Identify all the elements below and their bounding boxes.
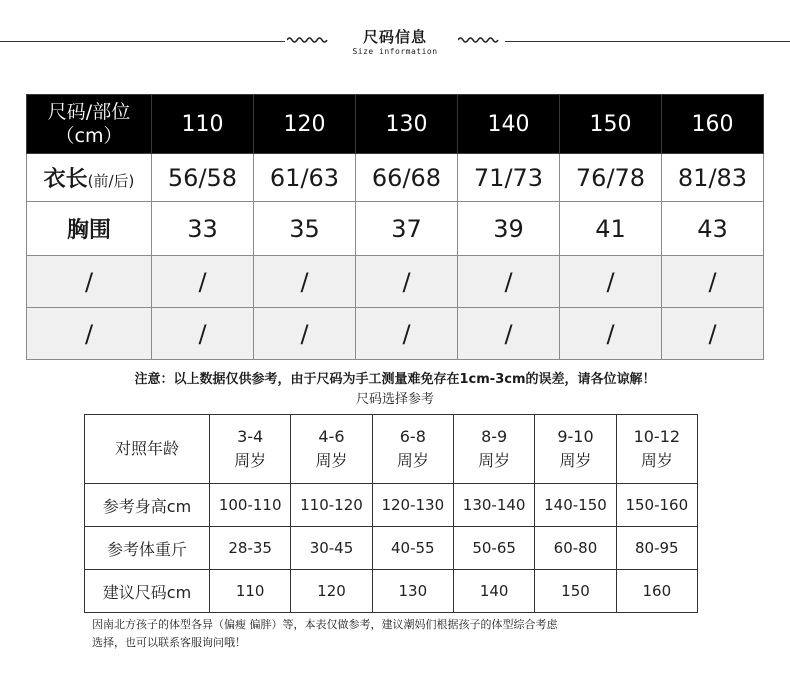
table-row (27, 256, 764, 308)
table-cell: / (152, 308, 254, 360)
table-cell: 40-55 (372, 527, 453, 570)
footnote-line2: 选择，也可以联系客服询问哦！ (92, 636, 246, 649)
age-range: 6-8 (399, 427, 426, 446)
age-header-cell (291, 415, 372, 484)
footnote-line1: 因南北方孩子的体型各异（偏瘦 偏胖）等，本表仅做参考，建议潮妈们根据孩子的体型综合考虑 (92, 618, 558, 631)
table-cell: 140-150 (535, 484, 616, 527)
reference-row-label: 建议尺码cm (85, 570, 210, 613)
size-reference-table (84, 414, 698, 613)
table-cell: / (254, 308, 356, 360)
size-header-cell: 140 (458, 95, 560, 154)
footnote (92, 616, 712, 652)
age-header-cell (535, 415, 616, 484)
table-cell: 56/58 (152, 154, 254, 202)
table-cell: 60-80 (535, 527, 616, 570)
row-label-cell (27, 154, 152, 202)
size-table-header-row (27, 95, 764, 154)
table-cell: 76/78 (560, 154, 662, 202)
table-cell: 100-110 (210, 484, 291, 527)
size-table (26, 94, 764, 360)
table-cell: 61/63 (254, 154, 356, 202)
table-cell: 120-130 (372, 484, 453, 527)
table-cell: 37 (356, 202, 458, 256)
age-header-cell (210, 415, 291, 484)
table-cell: / (356, 308, 458, 360)
page-subtitle: Size information (352, 47, 438, 56)
age-unit: 周岁 (315, 451, 348, 470)
table-row (27, 202, 764, 256)
table-cell: / (560, 308, 662, 360)
table-cell: / (152, 256, 254, 308)
table-cell: 66/68 (356, 154, 458, 202)
table-cell: 39 (458, 202, 560, 256)
table-row (27, 154, 764, 202)
table-row (85, 484, 698, 527)
age-header-cell (616, 415, 697, 484)
table-row (85, 527, 698, 570)
table-cell: 160 (616, 570, 697, 613)
reference-header-row (85, 415, 698, 484)
table-cell: 150-160 (616, 484, 697, 527)
table-cell: 140 (453, 570, 534, 613)
row-label-small: (前/后) (87, 172, 135, 190)
table-cell: 150 (535, 570, 616, 613)
row-label-main: 胸围 (66, 218, 111, 243)
size-header-cell: 150 (560, 95, 662, 154)
age-range: 10-12 (633, 427, 681, 446)
table-cell: / (560, 256, 662, 308)
table-cell: 81/83 (662, 154, 764, 202)
age-range: 3-4 (237, 427, 264, 446)
age-unit: 周岁 (234, 451, 267, 470)
age-range: 9-10 (557, 427, 594, 446)
age-unit: 周岁 (559, 451, 592, 470)
size-header-cell: 130 (356, 95, 458, 154)
table-cell: 28-35 (210, 527, 291, 570)
age-unit: 周岁 (640, 451, 673, 470)
table-cell: 30-45 (291, 527, 372, 570)
row-label-main: 衣长 (43, 167, 88, 192)
size-header-cell: 160 (662, 95, 764, 154)
age-range: 8-9 (481, 427, 508, 446)
table-cell: 110 (210, 570, 291, 613)
table-cell: 41 (560, 202, 662, 256)
corner-label-line1: 尺码/部位 (47, 101, 131, 123)
size-table-corner-cell (27, 95, 152, 154)
table-row (27, 308, 764, 360)
age-range: 4-6 (318, 427, 345, 446)
age-unit: 周岁 (396, 451, 429, 470)
section-header (0, 0, 790, 70)
table-cell: 110-120 (291, 484, 372, 527)
table-row (85, 570, 698, 613)
age-unit: 周岁 (478, 451, 511, 470)
size-header-cell: 120 (254, 95, 356, 154)
age-header-cell (453, 415, 534, 484)
page-title: 尺码信息 (362, 28, 427, 46)
row-label-cell: / (27, 308, 152, 360)
table-cell: 130-140 (453, 484, 534, 527)
table-cell: / (662, 256, 764, 308)
measurement-note: 注意：以上数据仅供参考，由于尺码为手工测量难免存在1cm-3cm的误差，请各位谅解！ (134, 372, 656, 387)
table-cell: / (662, 308, 764, 360)
age-header-cell (372, 415, 453, 484)
table-cell: / (458, 256, 560, 308)
table-cell: / (458, 308, 560, 360)
reference-row-label: 参考身高cm (85, 484, 210, 527)
table-cell: 50-65 (453, 527, 534, 570)
table-cell: 33 (152, 202, 254, 256)
size-header-cell: 110 (152, 95, 254, 154)
reference-title: 尺码选择参考 (355, 392, 434, 407)
table-cell: / (254, 256, 356, 308)
table-cell: 130 (372, 570, 453, 613)
table-cell: 120 (291, 570, 372, 613)
table-cell: 71/73 (458, 154, 560, 202)
table-cell: 80-95 (616, 527, 697, 570)
reference-row-label: 参考体重斤 (85, 527, 210, 570)
row-label-cell (27, 202, 152, 256)
reference-header-label: 对照年龄 (85, 415, 210, 484)
table-cell: 43 (662, 202, 764, 256)
table-cell: 35 (254, 202, 356, 256)
corner-label-line2: （cm） (55, 125, 123, 147)
table-cell: / (356, 256, 458, 308)
row-label-cell: / (27, 256, 152, 308)
